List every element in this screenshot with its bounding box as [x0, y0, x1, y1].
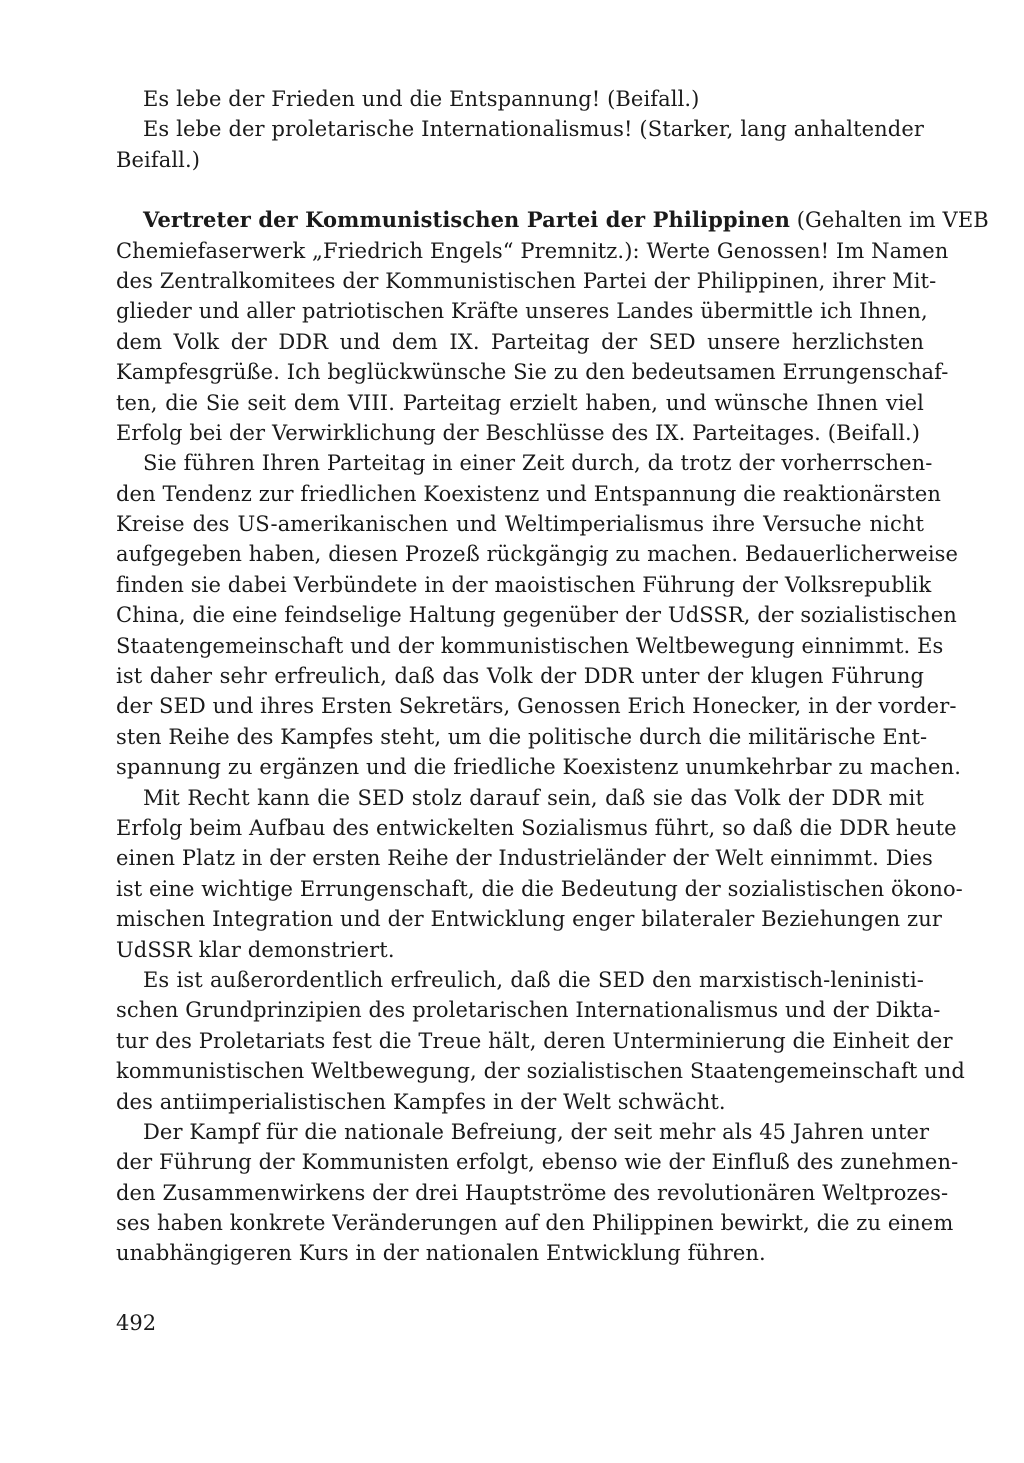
- paragraph: [116, 1117, 959, 1269]
- text-line: kommunistischen Weltbewegung, der sozialistischen Staatengemeinschaft und: [116, 1059, 965, 1084]
- intro-line: Beifall.): [116, 147, 201, 172]
- text-line: finden sie dabei Verbündete in der maoistischen Führung der Volksrepublik: [116, 572, 932, 597]
- text-line: Mit Recht kann die SED stolz darauf sein, daß sie das Volk der DDR mit: [143, 785, 924, 810]
- page-number: 492: [116, 1311, 157, 1335]
- text-line: ist eine wichtige Errungenschaft, die die Bedeutung der sozialistischen ökono-: [116, 876, 963, 901]
- text-line: des Zentralkomitees der Kommunistischen Partei der Philippinen, ihrer Mit-: [116, 268, 937, 293]
- text-line: sten Reihe des Kampfes steht, um die politische durch die militärische Ent-: [116, 724, 928, 749]
- text-line: Erfolg bei der Verwirklichung der Beschlüsse des IX. Parteitages. (Beifall.): [116, 420, 921, 445]
- text-line: den Tendenz zur friedlichen Koexistenz und Entspannung die reaktionärsten: [116, 481, 941, 506]
- text-line: China, die eine feindselige Haltung gegenüber der UdSSR, der sozialistischen: [116, 603, 957, 628]
- section-gap: [116, 175, 924, 205]
- intro-line: Es lebe der proletarische Internationalismus! (Starker, lang anhaltender: [143, 117, 924, 142]
- paragraph: [116, 965, 965, 1117]
- text-line: der SED und ihres Ersten Sekretärs, Genossen Erich Honecker, in der vorder-: [116, 694, 957, 719]
- text-line: Erfolg beim Aufbau des entwickelten Sozialismus führt, so daß die DDR heute: [116, 815, 957, 840]
- text-line: Staatengemeinschaft und der kommunistischen Weltbewegung einnimmt. Es: [116, 633, 944, 658]
- text-line: Chemiefaserwerk „Friedrich Engels“ Premnitz.): Werte Genossen! Im Namen: [116, 238, 949, 263]
- text-line: unabhängigeren Kurs in der nationalen Entwicklung führen.: [116, 1241, 766, 1266]
- text-line: Kreise des US-amerikanischen und Weltimperialismus ihre Versuche nicht: [116, 512, 924, 537]
- intro-line: Es lebe der Frieden und die Entspannung! (Beifall.): [143, 87, 700, 111]
- text-line: der Führung der Kommunisten erfolgt, ebenso wie der Einfluß des zunehmen-: [116, 1150, 959, 1175]
- speech-body: [116, 236, 965, 1269]
- text-line: des antiimperialistischen Kampfes in der Welt schwächt.: [116, 1089, 726, 1114]
- intro-block: [116, 84, 924, 175]
- text-line: mischen Integration und der Entwicklung enger bilateraler Beziehungen zur: [116, 907, 942, 932]
- speaker-name: Vertreter der Kommunistischen Partei der Philippinen: [143, 207, 790, 233]
- text-line: dem Volk der DDR und dem IX. Parteitag der SED unsere herzlichsten: [116, 329, 924, 354]
- text-line: spannung zu ergänzen und die friedliche Koexistenz unumkehrbar zu machen.: [116, 755, 961, 780]
- text-line: schen Grundprinzipien des proletarischen Internationalismus und der Dikta-: [116, 998, 941, 1023]
- text-line: den Zusammenwirkens der drei Hauptströme des revolutionären Weltprozes-: [116, 1180, 949, 1205]
- text-line: Es ist außerordentlich erfreulich, daß die SED den marxistisch-leninisti-: [143, 967, 924, 992]
- text-line: ten, die Sie seit dem VIII. Parteitag erzielt haben, und wünsche Ihnen viel: [116, 390, 924, 415]
- speech-heading-line: [116, 205, 989, 235]
- text-line: Kampfesgrüße. Ich beglückwünsche Sie zu den bedeutsamen Errungenschaf-: [116, 360, 949, 385]
- paragraph: [116, 783, 963, 965]
- text-line: ses haben konkrete Veränderungen auf den Philippinen bewirkt, die zu einem: [116, 1211, 954, 1236]
- text-line: einen Platz in der ersten Reihe der Industrieländer der Welt einnimmt. Dies: [116, 846, 933, 871]
- text-line: Der Kampf für die nationale Befreiung, der seit mehr als 45 Jahren unter: [143, 1119, 930, 1144]
- text-line: glieder und aller patriotischen Kräfte unseres Landes übermittle ich Ihnen,: [116, 299, 928, 324]
- paragraph: [116, 236, 949, 449]
- document-page: [116, 84, 989, 1269]
- paragraph: [116, 448, 961, 782]
- text-line: tur des Proletariats fest die Treue hält, deren Unterminierung die Einheit der: [116, 1028, 953, 1053]
- text-line: aufgegeben haben, diesen Prozeß rückgängig zu machen. Bedauerlicherweise: [116, 542, 959, 567]
- text-line: Sie führen Ihren Parteitag in einer Zeit durch, da trotz der vorherrschen-: [143, 451, 933, 476]
- text-line: ist daher sehr erfreulich, daß das Volk der DDR unter der klugen Führung: [116, 664, 924, 689]
- text-line: UdSSR klar demonstriert.: [116, 937, 395, 962]
- speech-heading-rest: (Gehalten im VEB: [789, 208, 989, 233]
